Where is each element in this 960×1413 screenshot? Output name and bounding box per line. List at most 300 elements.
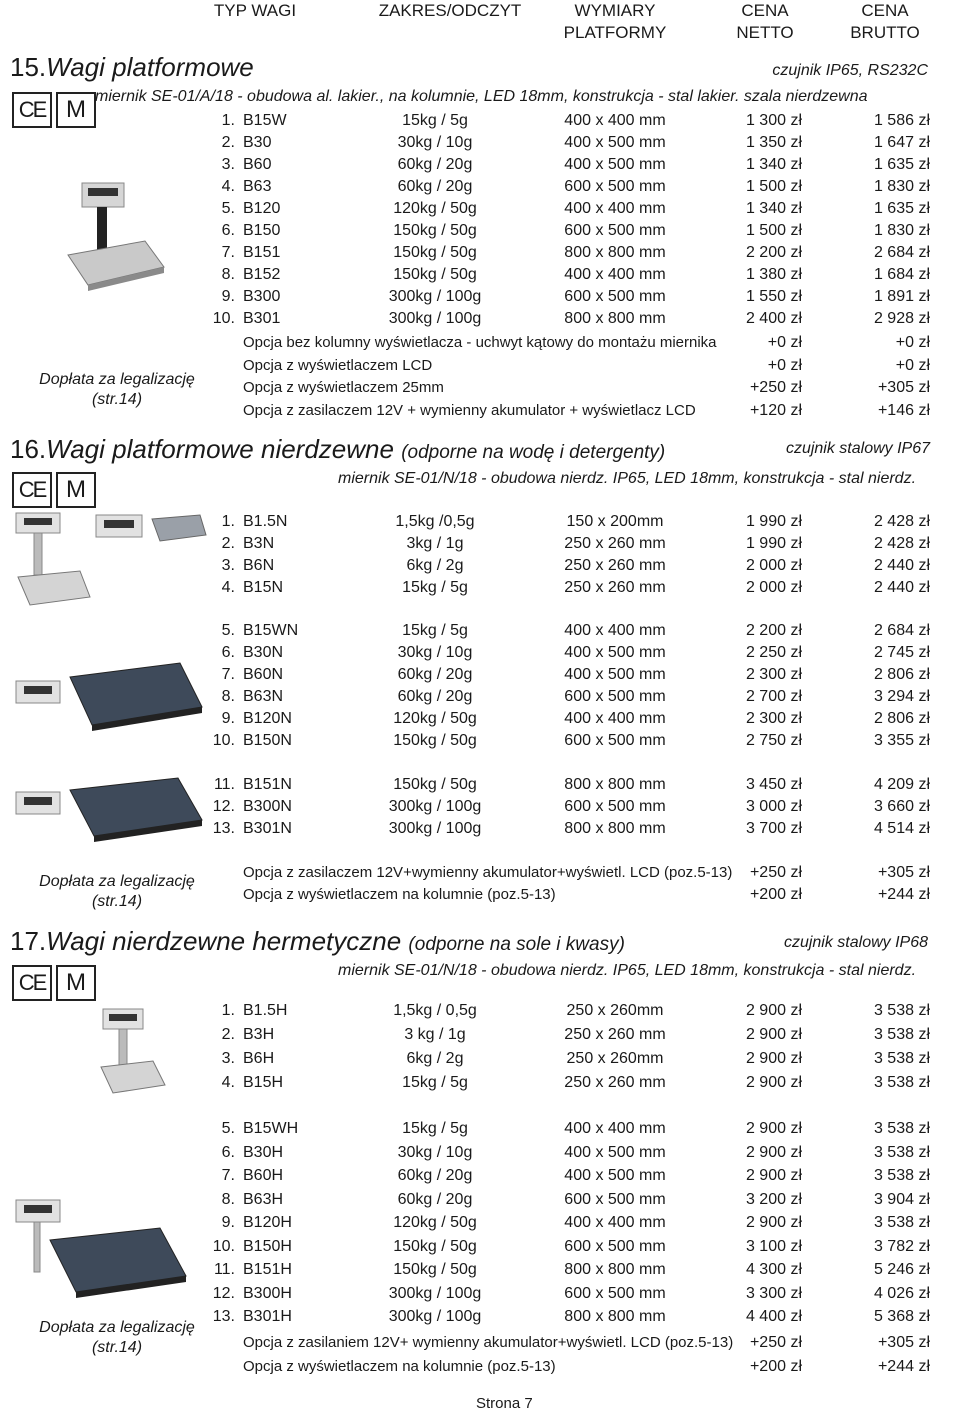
model-name: B301N [243,820,292,837]
platform-dimensions: 150 x 200mm [566,513,664,530]
section-16-certifications [12,472,96,508]
net-price: 1 550 zł [745,288,802,305]
option-net-price: +200 zł [749,886,802,903]
model-name: B120N [243,710,292,727]
row-number: 10. [212,310,235,327]
option-row [0,334,960,356]
capacity-readout: 1,5kg / 0,5g [393,1002,477,1019]
platform-dimensions: 250 x 260 mm [564,579,666,596]
capacity-readout: 60kg / 20g [397,178,473,195]
gross-price: 2 440 zł [873,557,930,574]
model-name: B150N [243,732,292,749]
section-17-certifications [12,965,96,1001]
net-price: 2 250 zł [745,644,802,661]
net-price: 2 900 zł [745,1167,802,1184]
section-17-sensor: czujnik stalowy IP68 [783,934,928,951]
section-17-meter-info: miernik SE-01/N/18 - obudowa nierdz. IP65, LED 18mm, konstrukcja - stal nierdz. [338,962,917,979]
row-number: 8. [221,266,235,283]
net-price: 1 500 zł [745,222,802,239]
option-net-price: +0 zł [767,334,802,351]
section-15-title: 15.Wagi platformowe [10,52,254,82]
table-row [0,513,960,535]
platform-dimensions: 400 x 500 mm [564,156,666,173]
gross-price: 3 538 zł [873,1002,930,1019]
net-price: 1 300 zł [745,112,802,129]
platform-dimensions: 400 x 500 mm [564,1167,666,1184]
row-number: 6. [221,1143,235,1161]
model-name: B151 [243,244,281,261]
table-row [0,1238,960,1260]
model-name: B301 [243,310,281,327]
net-price: 2 900 zł [745,1002,802,1019]
capacity-readout: 150kg / 50g [393,1261,477,1278]
option-label: Opcja z wyświetlaczem na kolumnie (poz.5-13) [243,886,556,903]
row-number: 9. [221,710,235,727]
capacity-readout: 300kg / 100g [388,798,482,815]
option-net-price: +250 zł [749,379,802,396]
section-16-surcharge-note: Dopłata za legalizację (str.14) [39,873,195,910]
platform-dimensions: 400 x 500 mm [564,644,666,661]
net-price: 1 380 zł [745,266,802,283]
capacity-readout: 30kg / 10g [397,1143,473,1161]
capacity-readout: 300kg / 100g [388,820,482,837]
capacity-readout: 15kg / 5g [402,622,468,639]
section-16-meter-info: miernik SE-01/N/18 - obudowa nierdz. IP65, LED 18mm, konstrukcja - stal nierdz. [338,470,917,487]
row-number: 3. [221,1050,235,1067]
model-name: B300N [243,798,292,815]
column-header-range: ZAKRES/ODCZYT [378,1,522,20]
capacity-readout: 120kg / 50g [393,1214,477,1231]
net-price: 2 400 zł [745,310,802,327]
row-number: 6. [221,222,235,239]
row-number: 5. [221,622,235,639]
capacity-readout: 150kg / 50g [393,222,477,239]
model-name: B301H [243,1308,292,1325]
net-price: 2 200 zł [745,622,802,639]
table-row [0,112,960,134]
capacity-readout: 15kg / 5g [402,1120,468,1137]
platform-dimensions: 400 x 500 mm [564,666,666,683]
capacity-readout: 1,5kg /0,5g [395,513,475,530]
row-number: 7. [221,666,235,683]
section-15-surcharge-note: Dopłata za legalizację (str.14) [39,371,195,408]
option-gross-price: +0 zł [895,334,930,351]
table-row [0,1285,960,1307]
net-price: 3 000 zł [745,798,802,815]
table-row [0,156,960,178]
platform-dimensions: 400 x 400 mm [564,1120,666,1137]
row-number: 6. [221,644,235,661]
table-row [0,798,960,820]
capacity-readout: 60kg / 20g [397,1190,473,1208]
net-price: 3 200 zł [745,1190,802,1208]
capacity-readout: 120kg / 50g [393,200,477,217]
capacity-readout: 3kg / 1g [406,535,464,552]
gross-price: 1 635 zł [873,156,930,173]
option-gross-price: +146 zł [877,401,930,419]
capacity-readout: 30kg / 10g [397,644,473,661]
gross-price: 3 538 zł [873,1074,930,1091]
net-price: 3 450 zł [745,776,802,793]
capacity-readout: 150kg / 50g [393,244,477,261]
net-price: 1 500 zł [745,178,802,195]
gross-price: 4 026 zł [873,1284,930,1302]
ce-mark-icon: CE [12,472,52,508]
model-name: B63 [243,178,272,195]
table-row [0,776,960,798]
net-price: 2 900 zł [745,1074,802,1091]
net-price: 3 100 zł [745,1237,802,1255]
gross-price: 2 428 zł [873,513,930,530]
model-name: B63N [243,688,284,705]
platform-dimensions: 800 x 800 mm [564,820,666,837]
gross-price: 1 586 zł [873,112,930,129]
table-row [0,1050,960,1072]
net-price: 3 300 zł [745,1284,802,1302]
capacity-readout: 150kg / 50g [393,1237,477,1255]
table-row [0,200,960,222]
platform-dimensions: 250 x 260 mm [564,535,666,552]
gross-price: 3 538 zł [873,1120,930,1137]
column-header-type: TYP WAGI [213,1,297,20]
option-gross-price: +0 zł [895,356,930,374]
metrology-m-icon: M [56,92,96,128]
platform-dimensions: 400 x 400 mm [564,1214,666,1231]
gross-price: 4 209 zł [873,776,930,793]
section-17-surcharge-note: Dopłata za legalizację (str.14) [39,1319,195,1356]
row-number: 11. [213,1261,235,1278]
gross-price: 2 684 zł [873,622,930,639]
platform-dimensions: 800 x 800 mm [564,1261,666,1278]
metrology-m-icon: M [56,965,96,1001]
capacity-readout: 60kg / 20g [397,1167,473,1184]
row-number: 8. [221,1190,235,1208]
row-number: 10. [212,1237,235,1255]
row-number: 11. [213,776,235,793]
net-price: 1 350 zł [745,134,802,151]
section-15-sensor: czujnik IP65, RS232C [772,62,928,79]
model-name: B15W [243,112,287,129]
capacity-readout: 3 kg / 1g [404,1026,466,1043]
platform-dimensions: 250 x 260 mm [564,557,666,574]
section-16-title: 16.Wagi platformowe nierdzewne (odporne na wodę i detergenty) [10,434,666,464]
platform-dimensions: 400 x 500 mm [564,134,666,151]
platform-dimensions: 600 x 500 mm [564,688,666,705]
net-price: 2 300 zł [745,710,802,727]
table-row [0,1214,960,1236]
row-number: 1. [221,1002,235,1019]
gross-price: 3 538 zł [873,1214,930,1231]
platform-dimensions: 600 x 500 mm [564,1237,666,1255]
table-row [0,666,960,688]
capacity-readout: 6kg / 2g [406,1050,464,1067]
column-header-net-price: CENA NETTO [736,1,794,42]
gross-price: 3 538 zł [873,1050,930,1067]
net-price: 2 750 zł [745,732,802,749]
platform-dimensions: 600 x 500 mm [564,798,666,815]
gross-price: 1 635 zł [873,200,930,217]
option-label: Opcja bez kolumny wyświetlacza - uchwyt kątowy do montażu miernika [243,334,717,351]
platform-dimensions: 800 x 800 mm [564,244,666,261]
platform-dimensions: 400 x 400 mm [564,710,666,727]
platform-dimensions: 600 x 500 mm [564,732,666,749]
table-row [0,310,960,332]
gross-price: 3 355 zł [873,732,930,749]
row-number: 9. [221,1214,235,1231]
platform-dimensions: 800 x 800 mm [564,310,666,327]
capacity-readout: 150kg / 50g [393,776,477,793]
row-number: 1. [221,513,235,530]
column-header-gross-price: CENA BRUTTO [850,1,920,42]
net-price: 4 400 zł [745,1308,802,1325]
gross-price: 1 830 zł [873,178,930,195]
net-price: 1 990 zł [745,535,802,552]
capacity-readout: 150kg / 50g [393,732,477,749]
gross-price: 1 684 zł [873,266,930,283]
capacity-readout: 120kg / 50g [393,710,477,727]
row-number: 2. [221,1026,235,1043]
model-name: B300H [243,1284,292,1302]
gross-price: 4 514 zł [873,820,930,837]
row-number: 4. [221,579,235,596]
net-price: 2 900 zł [745,1214,802,1231]
capacity-readout: 300kg / 100g [388,310,482,327]
platform-dimensions: 400 x 400 mm [564,266,666,283]
model-name: B6H [243,1050,275,1067]
option-gross-price: +244 zł [877,886,930,903]
platform-dimensions: 600 x 500 mm [564,1190,666,1208]
table-row [0,1261,960,1283]
table-row [0,557,960,579]
model-name: B3N [243,535,275,552]
gross-price: 2 428 zł [873,535,930,552]
platform-dimensions: 400 x 400 mm [564,112,666,129]
table-row [0,266,960,288]
row-number: 4. [221,178,235,195]
option-label: Opcja z zasilaniem 12V+ wymienny akumulator+wyświetl. LCD (poz.5-13) [243,1334,734,1351]
net-price: 2 900 zł [745,1120,802,1137]
row-number: 7. [221,1167,235,1184]
gross-price: 1 647 zł [873,134,930,151]
model-name: B1.5N [243,513,288,530]
table-row [0,1144,960,1166]
table-row [0,820,960,842]
ce-mark-icon: CE [12,965,52,1001]
table-row [0,134,960,156]
gross-price: 2 806 zł [873,666,930,683]
model-name: B60H [243,1167,284,1184]
gross-price: 2 745 zł [873,644,930,661]
net-price: 1 990 zł [745,513,802,530]
row-number: 5. [221,200,235,217]
capacity-readout: 30kg / 10g [397,134,473,151]
gross-price: 2 440 zł [873,579,930,596]
table-row [0,1074,960,1096]
option-net-price: +200 zł [749,1358,802,1375]
model-name: B151N [243,776,292,793]
option-gross-price: +305 zł [877,379,930,396]
model-name: B3H [243,1026,275,1043]
capacity-readout: 15kg / 5g [402,1074,468,1091]
gross-price: 2 684 zł [873,244,930,261]
gross-price: 2 928 zł [873,310,930,327]
model-name: B150 [243,222,281,239]
gross-price: 2 806 zł [873,710,930,727]
model-name: B1.5H [243,1002,288,1019]
section-15-meter-info: miernik SE-01/A/18 - obudowa al. lakier., na kolumnie, LED 18mm, konstrukcja - stal lakier. szala nierdzewna [95,88,868,105]
net-price: 1 340 zł [745,156,802,173]
model-name: B6N [243,557,275,574]
gross-price: 5 246 zł [873,1261,930,1278]
table-row [0,535,960,557]
option-net-price: +250 zł [749,864,802,881]
page-number: Strona 7 [476,1395,533,1412]
model-name: B150H [243,1237,292,1255]
row-number: 13. [212,1308,235,1325]
table-row [0,1026,960,1048]
capacity-readout: 60kg / 20g [397,666,473,683]
row-number: 3. [221,557,235,574]
capacity-readout: 15kg / 5g [402,112,468,129]
row-number: 9. [221,288,235,305]
platform-dimensions: 600 x 500 mm [564,222,666,239]
net-price: 3 700 zł [745,820,802,837]
model-name: B152 [243,266,281,283]
platform-dimensions: 250 x 260mm [566,1050,664,1067]
option-label: Opcja z wyświetlaczem na kolumnie (poz.5-13) [243,1358,556,1375]
table-row [0,1002,960,1024]
row-number: 12. [212,798,235,815]
model-name: B30 [243,134,272,151]
row-number: 10. [212,732,235,749]
option-gross-price: +244 zł [877,1358,930,1375]
option-label: Opcja z zasilaczem 12V+wymienny akumulator+wyświetl. LCD (poz.5-13) [243,864,733,881]
section-17-title: 17.Wagi nierdzewne hermetyczne (odporne na sole i kwasy) [10,926,625,956]
platform-dimensions: 800 x 800 mm [564,776,666,793]
gross-price: 3 538 zł [873,1143,930,1161]
model-name: B15WN [243,622,299,639]
row-number: 8. [221,688,235,705]
capacity-readout: 15kg / 5g [402,579,468,596]
net-price: 2 300 zł [745,666,802,683]
model-name: B15WH [243,1120,299,1137]
option-net-price: +250 zł [749,1334,802,1351]
gross-price: 3 660 zł [873,798,930,815]
platform-dimensions: 800 x 800 mm [564,1308,666,1325]
table-row [0,1167,960,1189]
metrology-m-icon: M [56,472,96,508]
row-number: 4. [221,1074,235,1091]
table-row [0,579,960,601]
capacity-readout: 300kg / 100g [388,1284,482,1302]
platform-dimensions: 600 x 500 mm [564,178,666,195]
ce-mark-icon: CE [12,92,52,128]
model-name: B63H [243,1190,284,1208]
gross-price: 3 782 zł [873,1237,930,1255]
gross-price: 3 904 zł [873,1190,930,1208]
gross-price: 1 891 zł [873,288,930,305]
net-price: 2 900 zł [745,1143,802,1161]
platform-dimensions: 400 x 500 mm [564,1143,666,1161]
capacity-readout: 300kg / 100g [388,1308,482,1325]
row-number: 2. [221,535,235,552]
section-16-sensor: czujnik stalowy IP67 [785,440,930,457]
net-price: 4 300 zł [745,1261,802,1278]
net-price: 2 900 zł [745,1026,802,1043]
option-label: Opcja z wyświetlaczem LCD [243,356,433,374]
table-row [0,688,960,710]
table-row [0,222,960,244]
model-name: B60 [243,156,272,173]
table-row [0,1191,960,1213]
net-price: 2 000 zł [745,557,802,574]
capacity-readout: 300kg / 100g [388,288,482,305]
table-row [0,178,960,200]
table-row [0,710,960,732]
row-number: 1. [221,112,235,129]
model-name: B15H [243,1074,284,1091]
option-label: Opcja z zasilaczem 12V + wymienny akumulator + wyświetlacz LCD [243,401,696,419]
platform-dimensions: 400 x 400 mm [564,622,666,639]
platform-dimensions: 250 x 260 mm [564,1026,666,1043]
model-name: B30N [243,644,284,661]
option-gross-price: +305 zł [877,864,930,881]
row-number: 3. [221,156,235,173]
table-row [0,1120,960,1142]
model-name: B30H [243,1143,284,1161]
row-number: 7. [221,244,235,261]
net-price: 2 900 zł [745,1050,802,1067]
gross-price: 3 538 zł [873,1167,930,1184]
model-name: B120 [243,200,281,217]
net-price: 2 200 zł [745,244,802,261]
capacity-readout: 6kg / 2g [406,557,464,574]
model-name: B15N [243,579,284,596]
gross-price: 5 368 zł [873,1308,930,1325]
net-price: 1 340 zł [745,200,802,217]
table-row [0,622,960,644]
column-header-dimensions: WYMIARY PLATFORMY [563,1,667,42]
row-number: 5. [221,1120,235,1137]
row-number: 2. [221,134,235,151]
capacity-readout: 150kg / 50g [393,266,477,283]
platform-dimensions: 600 x 500 mm [564,288,666,305]
table-row [0,644,960,666]
table-row [0,244,960,266]
gross-price: 3 538 zł [873,1026,930,1043]
option-row [0,1358,960,1380]
platform-dimensions: 400 x 400 mm [564,200,666,217]
platform-dimensions: 250 x 260 mm [564,1074,666,1091]
table-row [0,732,960,754]
table-row [0,288,960,310]
model-name: B120H [243,1214,292,1231]
platform-dimensions: 250 x 260mm [566,1002,664,1019]
option-net-price: +0 zł [767,356,802,374]
option-gross-price: +305 zł [877,1334,930,1351]
model-name: B60N [243,666,284,683]
net-price: 2 000 zł [745,579,802,596]
model-name: B151H [243,1261,292,1278]
gross-price: 1 830 zł [873,222,930,239]
net-price: 2 700 zł [745,688,802,705]
row-number: 13. [212,820,235,837]
row-number: 12. [212,1284,235,1302]
model-name: B300 [243,288,281,305]
option-label: Opcja z wyświetlaczem 25mm [243,379,444,396]
capacity-readout: 60kg / 20g [397,156,473,173]
platform-dimensions: 600 x 500 mm [564,1284,666,1302]
